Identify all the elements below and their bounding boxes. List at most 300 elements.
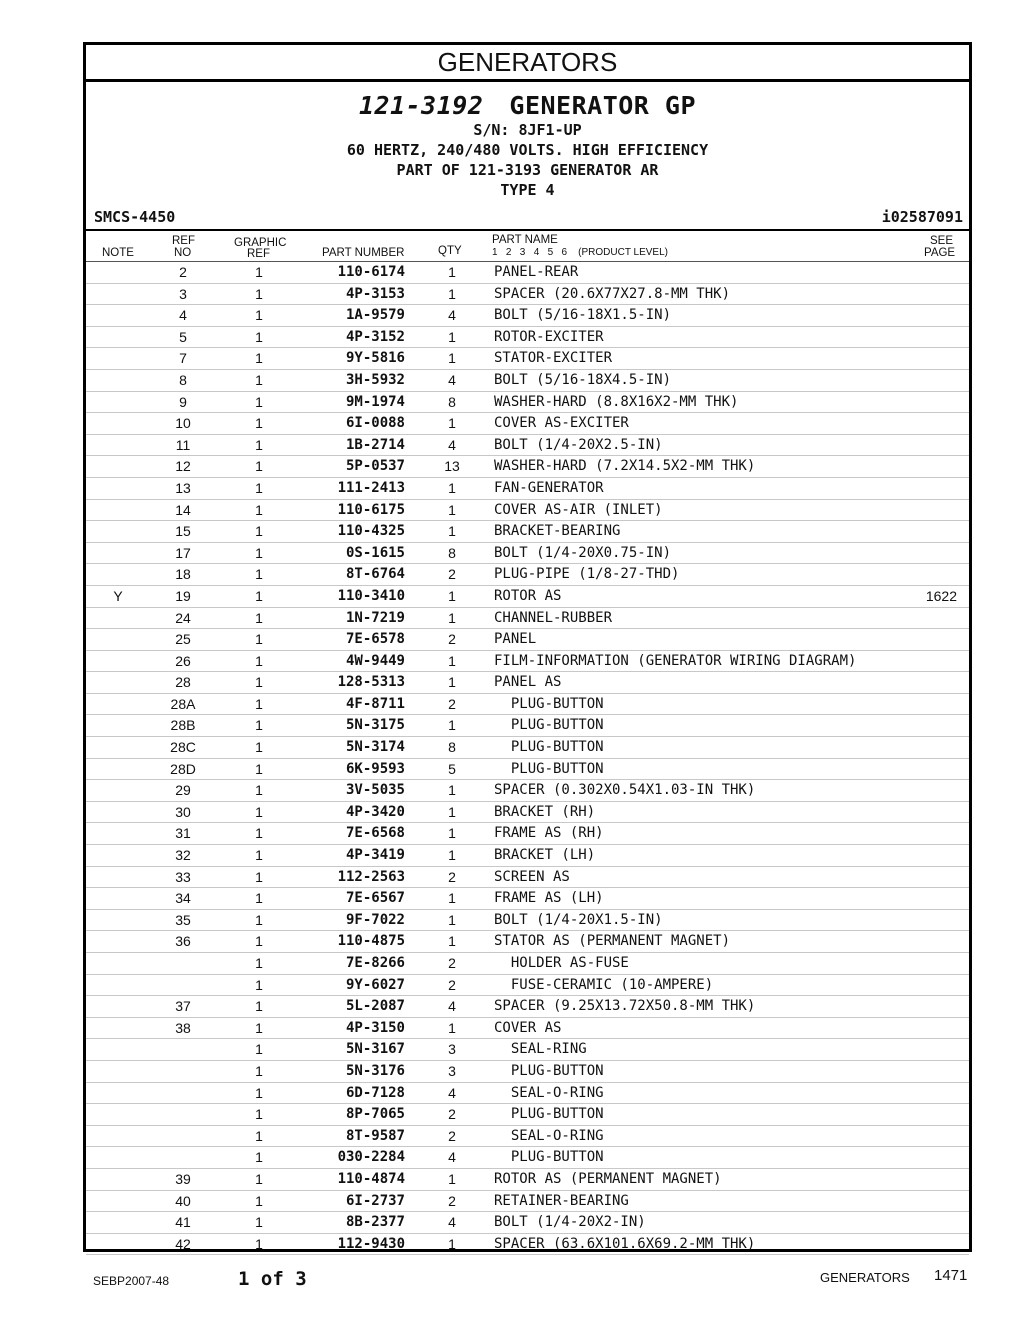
table-row [86,413,969,435]
table-row [86,348,969,370]
part-name-cell: WASHER-HARD (7.2X14.5X2-MM THK) [494,458,756,475]
ref-number-cell: 7 [179,350,187,367]
ref-number-cell: 4 [179,307,187,324]
qty-cell: 4 [448,307,456,324]
footer-doc-id: SEBP2007-48 [93,1274,170,1288]
graphic-ref-cell: 1 [255,264,263,280]
qty-cell: 8 [448,393,456,410]
part-name-cell: SPACER (9.25X13.72X50.8-MM THK) [494,998,756,1015]
part-name-cell: COVER AS-EXCITER [494,415,629,432]
table-row [86,629,969,651]
qty-cell: 1 [448,847,456,864]
graphic-ref-cell: 1 [255,1235,263,1252]
table-row [86,1126,969,1148]
qty-cell: 1 [448,328,456,345]
table-row [86,262,969,284]
page-footer [0,1264,1020,1294]
ref-number-cell: 38 [175,1019,191,1036]
table-row [86,521,969,543]
ref-number-cell: 36 [175,933,191,950]
ref-number-cell: 28B [170,717,196,734]
part-number-cell: 5N-3175 [345,717,405,734]
part-name-cell: SCREEN AS [494,868,570,885]
ref-number-cell: 11 [175,436,191,453]
part-name-cell: PANEL AS [494,674,562,691]
ref-number-cell: 8 [179,371,187,388]
column-headers [86,231,969,262]
table-row [86,586,969,608]
part-name-cell: BOLT (1/4-20X2-IN) [494,1214,646,1231]
part-number-cell: 110-6175 [337,501,405,518]
col-product-level: 1 2 3 4 5 6 (PRODUCT LEVEL) [492,247,668,258]
graphic-ref-cell: 1 [255,890,263,907]
note-cell: Y [113,587,123,604]
part-number-cell: 5L-2087 [345,998,405,1015]
qty-cell: 4 [448,998,456,1015]
part-name-cell: HOLDER AS-FUSE [494,955,629,971]
part-number-cell: 6K-9593 [345,760,405,777]
ref-number-cell: 33 [175,868,191,885]
part-number-cell: 110-4325 [337,523,405,540]
qty-cell: 1 [448,803,456,820]
part-name-cell: BOLT (5/16-18X4.5-IN) [494,371,672,388]
table-row [86,672,969,694]
part-name-cell: BOLT (1/4-20X2.5-IN) [494,436,663,453]
group-title [86,82,969,120]
graphic-ref-cell: 1 [255,739,263,756]
part-number-cell: 4P-3153 [345,285,405,302]
part-number-cell: 6D-7128 [345,1084,405,1101]
table-row [86,759,969,781]
qty-cell: 5 [448,760,456,777]
qty-cell: 4 [448,371,456,388]
part-number-cell: 7E-6578 [345,631,405,648]
part-number-cell: 4P-3420 [345,803,405,820]
part-name-cell: BRACKET (RH) [494,803,596,820]
qty-cell: 1 [448,1170,456,1187]
part-name-cell: SPACER (20.6X77X27.8-MM THK) [494,285,731,302]
part-number-cell: 4P-3150 [345,1019,405,1036]
graphic-ref-cell: 1 [255,393,263,410]
part-number-cell: 110-4874 [337,1170,405,1187]
col-see-bottom: PAGE [924,247,956,259]
part-name-cell: PLUG-PIPE (1/8-27-THD) [494,566,680,583]
table-row [86,931,969,953]
ref-number-cell: 15 [175,523,191,540]
col-graphic-top: GRAPHIC [234,237,287,249]
col-qty: QTY [438,245,462,257]
graphic-ref-cell: 1 [255,609,263,626]
qty-cell: 2 [448,1106,456,1123]
ref-number-cell: 24 [175,609,191,626]
part-number-cell: 4P-3419 [345,847,405,864]
graphic-ref-cell: 1 [255,760,263,777]
qty-cell: 1 [448,350,456,367]
qty-cell: 1 [448,285,456,302]
footer-section: GENERATORS [820,1270,910,1285]
part-number-cell: 030-2284 [337,1149,405,1166]
graphic-ref-cell: 1 [255,1149,263,1166]
part-name-cell: BOLT (1/4-20X1.5-IN) [494,911,663,928]
table-row [86,888,969,910]
part-name-cell: SEAL-RING [494,1041,587,1058]
graphic-ref-cell: 1 [255,1170,263,1187]
part-number-cell: 110-4875 [337,933,405,950]
qty-cell: 1 [448,825,456,842]
ref-number-cell: 26 [175,652,191,669]
part-name-cell: ROTOR AS [494,587,562,604]
part-name-cell: PANEL [494,631,537,648]
table-row [86,564,969,586]
table-row [86,651,969,673]
part-name-cell: CHANNEL-RUBBER [494,609,613,626]
graphic-ref-cell: 1 [255,955,263,971]
graphic-ref-cell: 1 [255,458,263,475]
part-number-cell: 8T-9587 [345,1127,405,1144]
part-name-cell: ROTOR AS (PERMANENT MAGNET) [494,1170,722,1187]
table-row [86,543,969,565]
graphic-ref-cell: 1 [255,933,263,950]
graphic-ref-cell: 1 [255,825,263,842]
qty-cell: 1 [448,652,456,669]
table-row [86,1234,969,1256]
qty-cell: 1 [448,609,456,626]
part-number-cell: 1N-7219 [345,609,405,626]
part-number-cell: 5N-3174 [345,739,405,756]
section-title: GENERATORS [86,45,969,82]
ref-number-cell: 14 [175,501,191,518]
part-number-cell: 112-2563 [337,868,405,885]
part-number-cell: 4W-9449 [345,652,405,669]
graphic-ref-cell: 1 [255,1019,263,1036]
table-row [86,953,969,975]
table-row [86,802,969,824]
part-number-cell: 5P-0537 [345,458,405,475]
col-part-name: PART NAME [492,234,558,246]
ref-number-cell: 29 [175,782,191,799]
qty-cell: 4 [448,1214,456,1231]
part-number-cell: 4P-3152 [345,328,405,345]
table-row [86,1061,969,1083]
graphic-ref-cell: 1 [255,350,263,367]
see-page-cell: 1622 [925,587,957,604]
part-number-cell: 7E-6568 [345,825,405,842]
graphic-ref-cell: 1 [255,371,263,388]
part-name-cell: FAN-GENERATOR [494,479,604,496]
table-row [86,456,969,478]
table-row [86,1191,969,1213]
part-name-cell: PANEL-REAR [494,264,579,280]
part-name-cell: SPACER (0.302X0.54X1.03-IN THK) [494,782,756,799]
qty-cell: 1 [448,587,456,604]
qty-cell: 1 [448,264,456,280]
part-name-cell: PLUG-BUTTON [494,1149,604,1166]
table-row [86,608,969,630]
part-number-cell: 5N-3176 [345,1062,405,1079]
part-name-cell: BRACKET-BEARING [494,523,621,540]
col-graphic-bottom: REF [247,248,270,260]
parts-page-frame [83,42,972,1252]
part-name-cell: FUSE-CERAMIC (10-AMPERE) [494,976,714,993]
qty-cell: 3 [448,1062,456,1079]
table-row [86,370,969,392]
graphic-ref-cell: 1 [255,976,263,993]
part-number-cell: 8B-2377 [345,1214,405,1231]
table-row [86,305,969,327]
part-number-cell: 9Y-6027 [345,976,405,993]
part-name-cell: FILM-INFORMATION (GENERATOR WIRING DIAGRAM) [494,652,857,669]
graphic-ref-cell: 1 [255,1106,263,1123]
part-number-cell: 1B-2714 [345,436,405,453]
part-number-cell: 9Y-5816 [345,350,405,367]
table-row [86,996,969,1018]
graphic-ref-cell: 1 [255,1041,263,1058]
qty-cell: 4 [448,436,456,453]
ref-number-cell: 41 [175,1214,191,1231]
graphic-ref-cell: 1 [255,501,263,518]
table-row [86,327,969,349]
table-row [86,1147,969,1169]
ref-number-cell: 28A [170,695,196,712]
ref-number-cell: 28C [170,739,196,756]
qty-cell: 2 [448,1127,456,1144]
part-number-cell: 3V-5035 [345,782,405,799]
part-name-cell: FRAME AS (LH) [494,890,604,907]
graphic-ref-cell: 1 [255,868,263,885]
table-row [86,392,969,414]
group-description: 60 HERTZ, 240/480 VOLTS. HIGH EFFICIENCY [346,141,709,159]
graphic-ref-cell: 1 [255,847,263,864]
graphic-ref-cell: 1 [255,479,263,496]
part-name-cell: BOLT (5/16-18X1.5-IN) [494,307,672,324]
graphic-ref-cell: 1 [255,695,263,712]
ref-number-cell: 28 [175,674,191,691]
qty-cell: 8 [448,544,456,561]
col-see-top: SEE [930,235,954,247]
qty-cell: 13 [444,458,460,475]
group-part-number: 121-3192 [358,91,484,120]
part-name-cell: RETAINER-BEARING [494,1192,629,1209]
table-row [86,910,969,932]
table-row [86,975,969,997]
graphic-ref-cell: 1 [255,1192,263,1209]
parts-list [86,262,969,1255]
part-name-cell: PLUG-BUTTON [494,1062,604,1079]
table-row [86,823,969,845]
ref-number-cell: 30 [175,803,191,820]
part-name-cell: PLUG-BUTTON [494,760,604,777]
col-part-number: PART NUMBER [322,247,405,259]
part-number-cell: 6I-2737 [345,1192,405,1209]
graphic-ref-cell: 1 [255,436,263,453]
qty-cell: 1 [448,890,456,907]
qty-cell: 1 [448,523,456,540]
qty-cell: 2 [448,566,456,583]
graphic-ref-cell: 1 [255,415,263,432]
table-row [86,500,969,522]
graphic-ref-cell: 1 [255,566,263,583]
col-ref-top: REF [172,235,195,247]
ref-number-cell: 40 [175,1192,191,1209]
table-row [86,737,969,759]
table-row [86,780,969,802]
part-number-cell: 6I-0088 [345,415,405,432]
graphic-ref-cell: 1 [255,1084,263,1101]
part-name-cell: BOLT (1/4-20X0.75-IN) [494,544,672,561]
graphic-ref-cell: 1 [255,717,263,734]
part-number-cell: 110-6174 [337,264,405,280]
part-number-cell: 8T-6764 [345,566,405,583]
qty-cell: 2 [448,868,456,885]
part-number-cell: 9M-1974 [345,393,405,410]
part-number-cell: 128-5313 [337,674,405,691]
ref-number-cell: 19 [175,587,191,604]
graphic-ref-cell: 1 [255,674,263,691]
ref-number-cell: 31 [175,825,191,842]
part-number-cell: 8P-7065 [345,1106,405,1123]
part-name-cell: SPACER (63.6X101.6X69.2-MM THK) [494,1235,756,1252]
ref-number-cell: 25 [175,631,191,648]
part-number-cell: 9F-7022 [345,911,405,928]
graphic-ref-cell: 1 [255,1214,263,1231]
part-name-cell: WASHER-HARD (8.8X16X2-MM THK) [494,393,739,410]
ref-number-cell: 9 [179,393,187,410]
col-note: NOTE [102,247,134,259]
qty-cell: 8 [448,739,456,756]
ref-number-cell: 34 [175,890,191,907]
group-header [86,82,969,231]
part-number-cell: 4F-8711 [345,695,405,712]
qty-cell: 2 [448,976,456,993]
table-row [86,867,969,889]
table-row [86,478,969,500]
part-name-cell: STATOR-EXCITER [494,350,613,367]
ref-number-cell: 17 [175,544,191,561]
ref-number-cell: 12 [175,458,191,475]
qty-cell: 1 [448,415,456,432]
part-number-cell: 7E-6567 [345,890,405,907]
part-name-cell: SEAL-O-RING [494,1084,604,1101]
part-name-cell: PLUG-BUTTON [494,739,604,756]
qty-cell: 1 [448,782,456,799]
qty-cell: 4 [448,1149,456,1166]
graphic-ref-cell: 1 [255,911,263,928]
part-name-cell: FRAME AS (RH) [494,825,604,842]
qty-cell: 1 [448,674,456,691]
footer-page-of: 1 of 3 [238,1268,307,1290]
qty-cell: 1 [448,1019,456,1036]
ref-number-cell: 32 [175,847,191,864]
ref-number-cell: 5 [179,328,187,345]
qty-cell: 4 [448,1084,456,1101]
part-name-cell: PLUG-BUTTON [494,695,604,712]
qty-cell: 2 [448,631,456,648]
ref-number-cell: 2 [179,264,187,280]
part-number-cell: 7E-8266 [345,955,405,971]
graphic-ref-cell: 1 [255,285,263,302]
group-name: GENERATOR GP [509,91,697,120]
illustration-number: i02587091 [881,208,963,226]
table-row [86,435,969,457]
ref-number-cell: 10 [175,415,191,432]
part-name-cell: STATOR AS (PERMANENT MAGNET) [494,933,731,950]
table-row [86,1104,969,1126]
table-row [86,694,969,716]
serial-number: S/N: 8JF1-UP [473,121,582,139]
part-number-cell: 112-9430 [337,1235,405,1252]
col-ref-bottom: NO [174,247,192,259]
graphic-ref-cell: 1 [255,998,263,1015]
part-of-note: PART OF 121-3193 GENERATOR AR [396,161,659,179]
table-row [86,1083,969,1105]
qty-cell: 1 [448,501,456,518]
part-name-cell: COVER AS [494,1019,562,1036]
graphic-ref-cell: 1 [255,631,263,648]
footer-page-number: 1471 [934,1267,968,1284]
part-number-cell: 110-3410 [337,587,405,604]
qty-cell: 1 [448,911,456,928]
graphic-ref-cell: 1 [255,544,263,561]
qty-cell: 2 [448,955,456,971]
qty-cell: 1 [448,717,456,734]
graphic-ref-cell: 1 [255,523,263,540]
qty-cell: 1 [448,933,456,950]
graphic-ref-cell: 1 [255,328,263,345]
graphic-ref-cell: 1 [255,1062,263,1079]
ref-number-cell: 3 [179,285,187,302]
graphic-ref-cell: 1 [255,652,263,669]
part-number-cell: 0S-1615 [345,544,405,561]
graphic-ref-cell: 1 [255,587,263,604]
ref-number-cell: 28D [170,760,196,777]
ref-number-cell: 18 [175,566,191,583]
table-row [86,1039,969,1061]
table-row [86,284,969,306]
ref-number-cell: 13 [175,479,191,496]
ref-number-cell: 42 [175,1235,191,1252]
table-row [86,1169,969,1191]
graphic-ref-cell: 1 [255,307,263,324]
part-name-cell: BRACKET (LH) [494,847,596,864]
table-row [86,845,969,867]
part-name-cell: COVER AS-AIR (INLET) [494,501,663,518]
part-number-cell: 5N-3167 [345,1041,405,1058]
qty-cell: 1 [448,1235,456,1252]
qty-cell: 1 [448,479,456,496]
part-number-cell: 1A-9579 [345,307,405,324]
graphic-ref-cell: 1 [255,1127,263,1144]
part-name-cell: PLUG-BUTTON [494,717,604,734]
part-number-cell: 111-2413 [337,479,405,496]
part-name-cell: SEAL-O-RING [494,1127,604,1144]
graphic-ref-cell: 1 [255,803,263,820]
table-row [86,1018,969,1040]
ref-number-cell: 37 [175,998,191,1015]
qty-cell: 2 [448,695,456,712]
table-row [86,1212,969,1234]
smcs-code: SMCS-4450 [94,208,176,226]
graphic-ref-cell: 1 [255,782,263,799]
qty-cell: 2 [448,1192,456,1209]
part-number-cell: 3H-5932 [345,371,405,388]
type-label: TYPE 4 [500,181,555,199]
part-name-cell: ROTOR-EXCITER [494,328,604,345]
part-name-cell: PLUG-BUTTON [494,1106,604,1123]
ref-number-cell: 35 [175,911,191,928]
ref-number-cell: 39 [175,1170,191,1187]
table-row [86,715,969,737]
qty-cell: 3 [448,1041,456,1058]
